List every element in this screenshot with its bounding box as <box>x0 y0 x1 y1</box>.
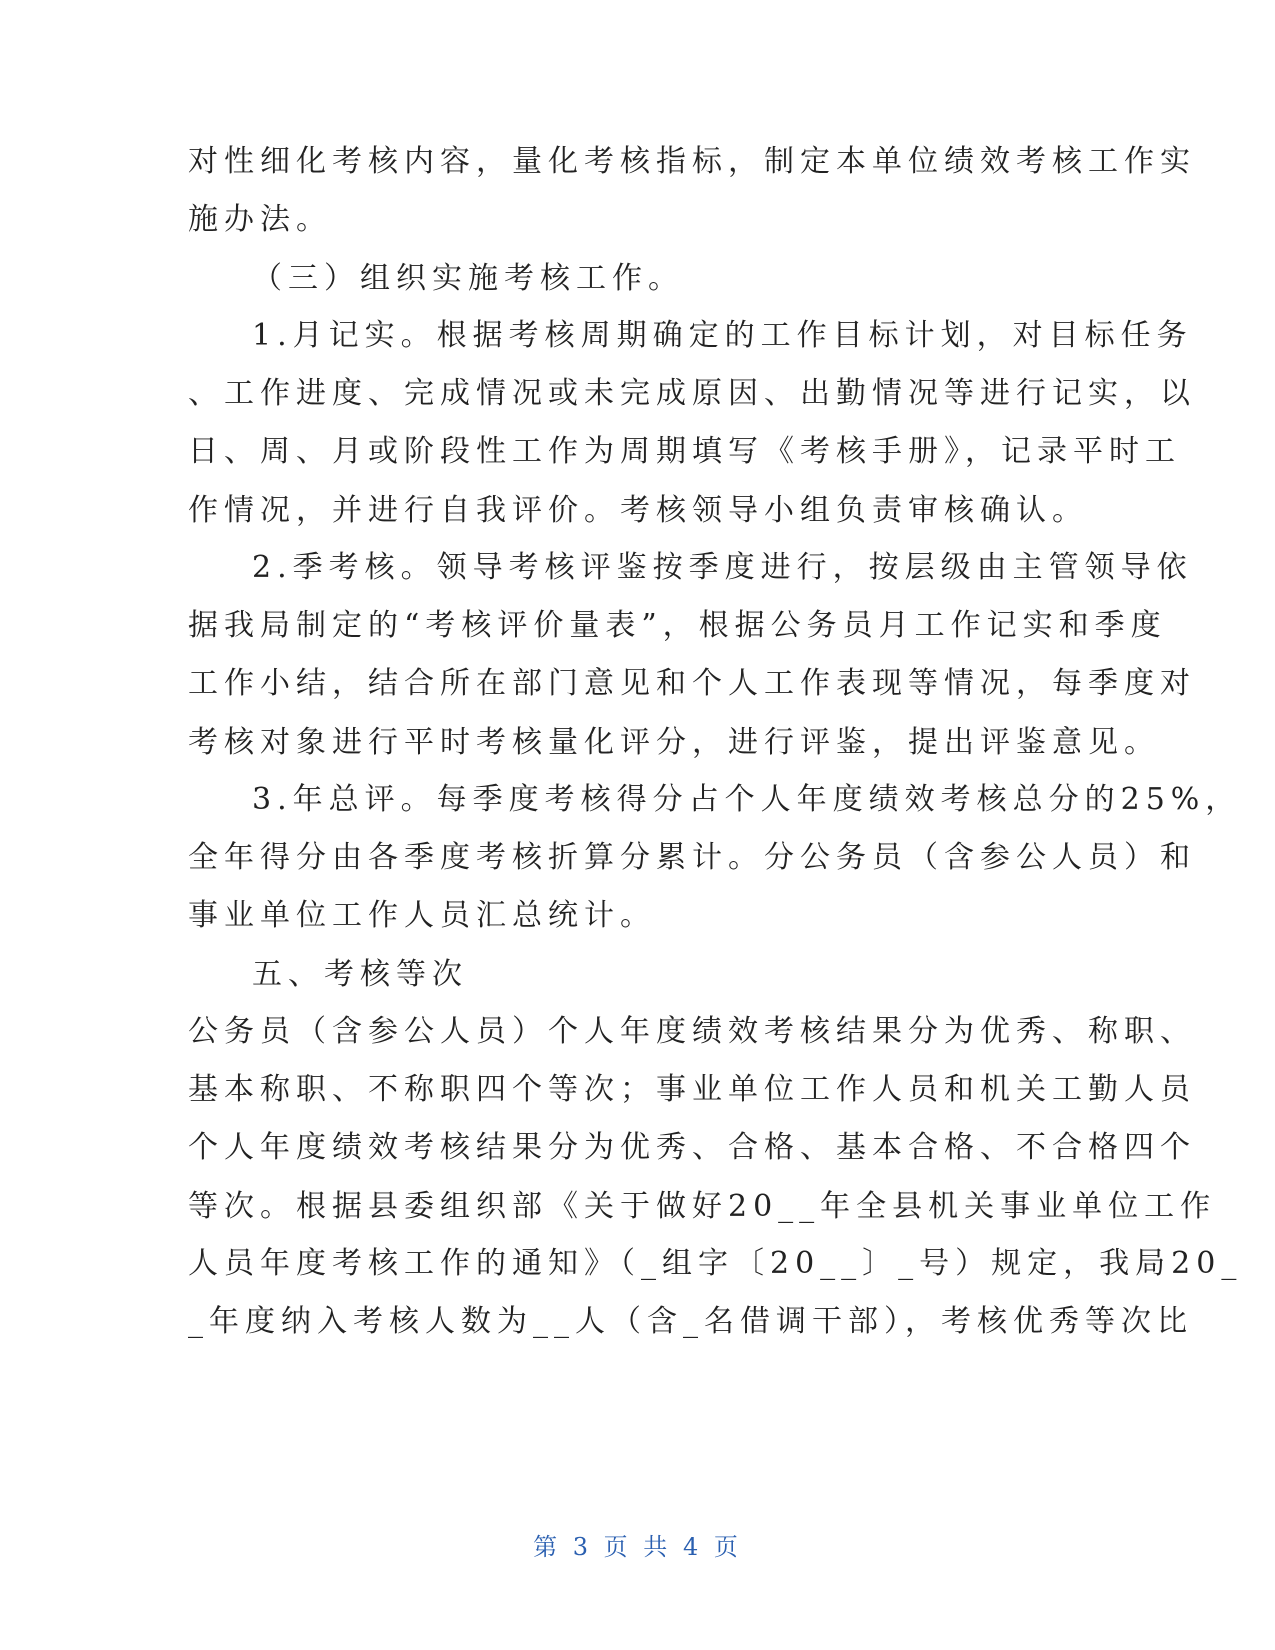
text-line: _年度纳入考核人数为__人（含_名借调干部），考核优秀等次比 <box>188 1304 1193 1339</box>
text-line: 个人年度绩效考核结果分为优秀、合格、基本合格、不合格四个 <box>188 1130 1196 1165</box>
text-line: 据我局制定的“考核评价量表”，根据公务员月工作记实和季度 <box>188 608 1167 643</box>
text-line: 日、周、月或阶段性工作为周期填写《考核手册》，记录平时工 <box>188 434 1181 469</box>
text-line: 考核对象进行平时考核量化评分，进行评鉴，提出评鉴意见。 <box>188 725 1160 760</box>
text-line: 2.季考核。领导考核评鉴按季度进行，按层级由主管领导依 <box>252 550 1193 585</box>
text-line: 公务员（含参公人员）个人年度绩效考核结果分为优秀、称职、 <box>188 1014 1196 1049</box>
section-heading: （三）组织实施考核工作。 <box>252 261 684 296</box>
text-line: 事业单位工作人员汇总统计。 <box>188 898 656 933</box>
text-line: 、工作进度、完成情况或未完成原因、出勤情况等进行记实，以 <box>188 376 1196 411</box>
text-line: 施办法。 <box>188 202 332 237</box>
text-line: 作情况，并进行自我评价。考核领导小组负责审核确认。 <box>188 493 1088 528</box>
text-line: 基本称职、不称职四个等次；事业单位工作人员和机关工勤人员 <box>188 1072 1196 1107</box>
text-line: 对性细化考核内容，量化考核指标，制定本单位绩效考核工作实 <box>188 144 1196 179</box>
text-line: 1.月记实。根据考核周期确定的工作目标计划，对目标任务 <box>252 318 1193 353</box>
text-line: 3.年总评。每季度考核得分占个人年度绩效考核总分的25%， <box>252 782 1242 817</box>
text-line: 全年得分由各季度考核折算分累计。分公务员（含参公人员）和 <box>188 840 1196 875</box>
section-heading: 五、考核等次 <box>252 957 468 992</box>
text-line: 人员年度考核工作的通知》（_组字〔20__〕_号）规定，我局20_ <box>188 1246 1243 1281</box>
text-line: 等次。根据县委组织部《关于做好20__年全县机关事业单位工作 <box>188 1189 1217 1224</box>
text-line: 工作小结，结合所在部门意见和个人工作表现等情况，每季度对 <box>188 666 1196 701</box>
page-number: 第 3 页 共 4 页 <box>533 1533 742 1561</box>
